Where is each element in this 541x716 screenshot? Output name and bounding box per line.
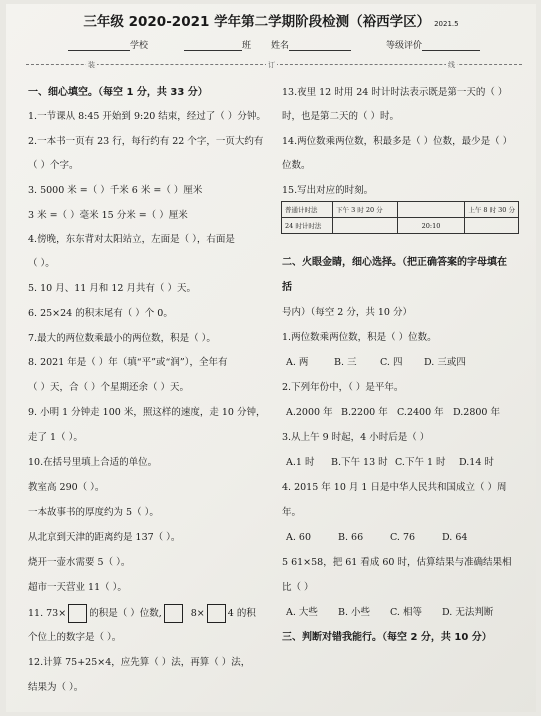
question-2-cont: （ ）个字。 (28, 160, 79, 171)
section-2-scoring: 号内）（每空 2 分，共 10 分） (282, 307, 412, 318)
exam-date: 2021.5 (434, 20, 459, 28)
choice-options-5: A. 大些 B. 小些 C. 相等 D. 无法判断 (286, 607, 494, 618)
question-15: 15.写出对应的时刻。 (282, 185, 374, 196)
choice-options-4: A. 60 B. 66 C. 76 D. 64 (286, 532, 468, 543)
question-2: 2.一本书一页有 23 行，每行约有 22 个字，一页大约有 (28, 136, 264, 147)
table-row (282, 218, 519, 234)
question-12-cont: 结果为（ ）。 (28, 682, 84, 693)
question-3: 3. 5000 米 =（ ）千米 6 米 =（ ）厘米 (28, 185, 203, 196)
choice-options-3: A.1 时 B.下午 13 时 C.下午 1 时 D.14 时 (286, 457, 494, 468)
binding-line: 装 订 线 (26, 64, 522, 75)
section-2-heading-cont: 括 (282, 282, 292, 293)
section-3-heading: 三、判断对错我能行。（每空 2 分，共 10 分） (282, 632, 492, 643)
question-11-cont: 个位上的数字是（ ）。 (28, 632, 122, 643)
table-cell[interactable] (333, 218, 398, 234)
answer-box-1[interactable] (68, 604, 87, 623)
question-4-cont: （ ）。 (28, 258, 55, 269)
choice-question-3: 3.从上午 9 时起，4 小时后是（ ） (282, 432, 430, 443)
question-8-cont: （ ）天，合（ ）个星期还余（ ）天。 (28, 382, 190, 393)
question-11: 11. 73× 的积是（ ）位数, 8× 4 的积 (28, 604, 256, 623)
question-10a: 教室高 290（ ）。 (28, 482, 105, 493)
question-4: 4.傍晚，东东背对太阳站立，左面是（ ），右面是 (28, 234, 235, 245)
table-cell: 20:10 (398, 218, 465, 234)
exam-title: 三年级 2020-2021 学年第二学期阶段检测（裕西学区） 2021.5 (83, 14, 459, 30)
question-7: 7.最大的两位数乘最小的两位数，积是（ ）。 (28, 333, 216, 344)
question-10d: 烧开一壶水需要 5（ ）。 (28, 557, 131, 568)
question-1: 1.一节课从 8:45 开始到 9:20 结束，经过了（ ）分钟。 (28, 111, 266, 122)
class-field[interactable]: 班 (184, 38, 251, 51)
question-5: 5. 10 月、11 月和 12 月共有（ ）天。 (28, 283, 196, 294)
choice-options-1: A. 两 B. 三 C. 四 D. 三或四 (286, 357, 466, 368)
time-conversion-table (281, 201, 519, 234)
grade-field[interactable]: 等级评价 (386, 38, 480, 51)
question-10c: 从北京到天津的距离约是 137（ ）。 (28, 532, 181, 543)
choice-question-2: 2.下列年份中，（ ）是平年。 (282, 382, 404, 393)
table-cell: 普通计时法 (282, 202, 333, 218)
question-10b: 一本故事书的厚度约为 5（ ）。 (28, 507, 159, 518)
exam-sheet (6, 4, 536, 712)
name-field[interactable]: 姓名 (271, 38, 351, 51)
answer-box-2[interactable] (164, 604, 183, 623)
question-10: 10.在括号里填上合适的单位。 (28, 457, 158, 468)
table-cell[interactable] (398, 202, 465, 218)
table-row (282, 202, 519, 218)
question-13-cont: 时，也是第二天的（ ）时。 (282, 111, 400, 122)
question-9: 9. 小明 1 分钟走 100 米，照这样的速度，走 10 分钟， (28, 407, 266, 418)
question-14-cont: 位数。 (282, 160, 311, 171)
choice-question-5: 5 61×58，把 61 看成 60 时，估算结果与准确结果相 (282, 557, 512, 568)
choice-question-4-cont: 年。 (282, 507, 302, 518)
question-12: 12.计算 75+25×4，应先算（ ）法，再算（ ）法， (28, 657, 251, 668)
question-14: 14.两位数乘两位数，积最多是（ ）位数，最少是（ ） (282, 136, 513, 147)
table-cell: 下午 3 时 20 分 (333, 202, 398, 218)
choice-question-1: 1.两位数乘两位数，积是（ ）位数。 (282, 332, 437, 343)
section-1-heading: 一、细心填空。（每空 1 分，共 33 分） (28, 87, 208, 98)
table-cell: 24 时计时法 (282, 218, 333, 234)
section-2-heading: 二、火眼金睛，细心选择。（把正确答案的字母填在 (282, 257, 507, 268)
question-6: 6. 25×24 的积末尾有（ ）个 0。 (28, 308, 173, 319)
table-cell: 上午 8 时 30 分 (465, 202, 519, 218)
question-3-cont: 3 米 =（ ）毫米 15 分米 =（ ）厘米 (28, 210, 188, 221)
choice-question-4: 4. 2015 年 10 月 1 日是中华人民共和国成立（ ）周 (282, 482, 507, 493)
choice-question-5-cont: 比（ ） (282, 582, 314, 593)
table-cell[interactable] (465, 218, 519, 234)
answer-box-3[interactable] (207, 604, 226, 623)
choice-options-2: A.2000 年 B.2200 年 C.2400 年 D.2800 年 (286, 407, 500, 418)
question-8: 8. 2021 年是（ ）年（填“平”或“润”），全年有 (28, 357, 228, 368)
school-field[interactable]: 学校 (68, 38, 148, 51)
question-9-cont: 走了 1（ ）。 (28, 432, 83, 443)
question-13: 13.夜里 12 时用 24 时计时法表示既是第一天的（ ） (282, 87, 508, 98)
question-10e: 超市一天营业 11（ ）。 (28, 582, 127, 593)
